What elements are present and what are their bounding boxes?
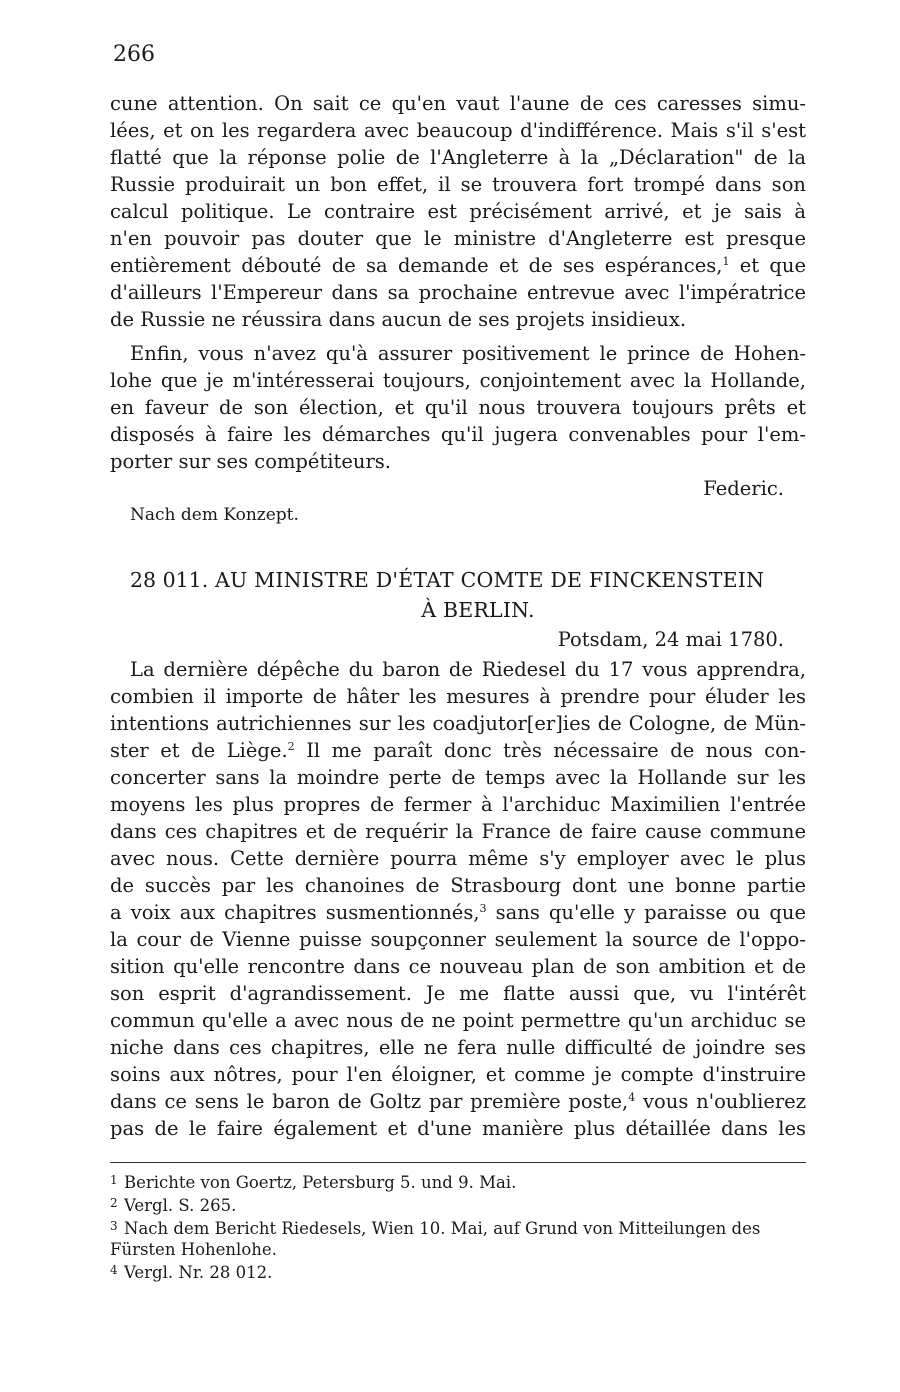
text-line: concerter sans la moindre perte de temps avec la Hollande sur les bbox=[110, 766, 806, 789]
footnote bbox=[110, 1260, 806, 1283]
text-line: Enfin, vous n'avez qu'à assurer positivement le prince de Hohen- bbox=[130, 342, 806, 365]
footnote bbox=[110, 1193, 806, 1216]
text-line: lohe que je m'intéresserai toujours, conjointement avec la Hollande, bbox=[110, 369, 806, 392]
footnote-rule bbox=[110, 1162, 806, 1163]
text-line: sition qu'elle rencontre dans ce nouveau plan de son ambition et de bbox=[110, 955, 806, 978]
letter-number: 28 011. bbox=[130, 568, 209, 592]
paragraph-2 bbox=[110, 340, 806, 529]
footnote-ref: 4 bbox=[628, 1091, 636, 1104]
footnote-mark: 2 bbox=[110, 1196, 118, 1210]
text-segment: entièrement débouté de sa demande et de ses espérances, bbox=[110, 254, 723, 277]
text-line: intentions autrichiennes sur les coadjutor[er]ies de Cologne, de Mün- bbox=[110, 712, 806, 735]
footnote-ref: 2 bbox=[287, 740, 295, 753]
footnote bbox=[110, 1170, 806, 1193]
text-segment: a voix aux chapitres susmentionnés, bbox=[110, 901, 480, 924]
text-line: soins aux nôtres, pour l'en éloigner, et comme je compte d'instruire bbox=[110, 1063, 806, 1086]
footnote-text: Nach dem Bericht Riedesels, Wien 10. Mai, auf Grund von Mitteilungen des bbox=[124, 1219, 761, 1238]
footnote-mark: 4 bbox=[110, 1263, 118, 1277]
text-line-with-footnote bbox=[110, 737, 806, 764]
footnote-text: Vergl. S. 265. bbox=[124, 1196, 237, 1215]
text-segment: dans ce sens le baron de Goltz par première poste, bbox=[110, 1090, 629, 1113]
text-line: lées, et on les regardera avec beaucoup d'indifférence. Mais s'il s'est bbox=[110, 119, 806, 142]
text-line: La dernière dépêche du baron de Riedesel du 17 vous apprendra, bbox=[130, 658, 806, 681]
footnote-text: Fürsten Hohenlohe. bbox=[110, 1240, 277, 1259]
footnote-ref: 1 bbox=[722, 255, 730, 268]
dateline: Potsdam, 24 mai 1780. bbox=[557, 628, 784, 651]
source-note: Nach dem Konzept. bbox=[130, 505, 299, 525]
text-line-with-footnote bbox=[110, 252, 806, 279]
signature: Federic. bbox=[703, 477, 784, 500]
text-line: de succès par les chanoines de Strasbourg dont une bonne partie bbox=[110, 874, 806, 897]
page-number: 266 bbox=[113, 42, 155, 67]
text-line: son esprit d'agrandissement. Je me flatte aussi que, vu l'intérêt bbox=[110, 982, 806, 1005]
text-line-with-footnote bbox=[110, 1088, 806, 1115]
text-line: flatté que la réponse polie de l'Angleterre à la „Déclaration" de la bbox=[110, 146, 806, 169]
footnotes bbox=[110, 1170, 806, 1283]
letter-heading-title: AU MINISTRE D'ÉTAT COMTE DE FINCKENSTEIN bbox=[214, 568, 765, 592]
letter-heading bbox=[130, 566, 786, 594]
text-line: dans ces chapitres et de requérir la France de faire cause commune bbox=[110, 820, 806, 843]
text-segment: Il me paraît donc très nécessaire de nous con- bbox=[294, 739, 806, 762]
text-line: commun qu'elle a avec nous de ne point permettre qu'un archiduc se bbox=[110, 1009, 806, 1032]
text-line: disposés à faire les démarches qu'il jugera convenables pour l'em- bbox=[110, 423, 806, 446]
footnote-ref: 3 bbox=[479, 902, 487, 915]
text-line: avec nous. Cette dernière pourra même s'y employer avec le plus bbox=[110, 847, 806, 870]
text-line: n'en pouvoir pas douter que le ministre d'Angleterre est presque bbox=[110, 227, 806, 250]
text-line: cune attention. On sait ce qu'en vaut l'aune de ces caresses simu- bbox=[110, 92, 806, 115]
text-line-with-footnote bbox=[110, 899, 806, 926]
text-line: en faveur de son élection, et qu'il nous trouvera toujours prêts et bbox=[110, 396, 806, 419]
text-segment: sans qu'elle y paraisse ou que bbox=[486, 901, 806, 924]
text-line: de Russie ne réussira dans aucun de ses projets insidieux. bbox=[110, 308, 687, 331]
footnote-text: Berichte von Goertz, Petersburg 5. und 9. Mai. bbox=[124, 1173, 517, 1192]
letter-heading-place: À BERLIN. bbox=[421, 598, 535, 622]
paragraph-1 bbox=[110, 90, 806, 333]
text-segment: et que bbox=[729, 254, 806, 277]
text-segment: vous n'oublierez bbox=[635, 1090, 806, 1113]
text-line: la cour de Vienne puisse soupçonner seulement la source de l'oppo- bbox=[110, 928, 806, 951]
footnote bbox=[110, 1239, 806, 1260]
text-line: Russie produirait un bon effet, il se trouvera fort trompé dans son bbox=[110, 173, 806, 196]
footnote-mark: 3 bbox=[110, 1219, 118, 1233]
text-line: d'ailleurs l'Empereur dans sa prochaine entrevue avec l'impératrice bbox=[110, 281, 806, 304]
text-line: porter sur ses compétiteurs. bbox=[110, 450, 391, 473]
text-line: combien il importe de hâter les mesures à prendre pour éluder les bbox=[110, 685, 806, 708]
text-line: calcul politique. Le contraire est précisément arrivé, et je sais à bbox=[110, 200, 806, 223]
footnote-text: Vergl. Nr. 28 012. bbox=[124, 1263, 273, 1282]
footnote-mark: 1 bbox=[110, 1173, 118, 1187]
letter-body bbox=[110, 656, 806, 1142]
footnote bbox=[110, 1216, 806, 1239]
text-segment: ster et de Liège. bbox=[110, 739, 288, 762]
text-line: niche dans ces chapitres, elle ne fera nulle difficulté de joindre ses bbox=[110, 1036, 806, 1059]
text-line: moyens les plus propres de fermer à l'archiduc Maximilien l'entrée bbox=[110, 793, 806, 816]
text-line: pas de le faire également et d'une manière plus détaillée dans les bbox=[110, 1117, 806, 1140]
